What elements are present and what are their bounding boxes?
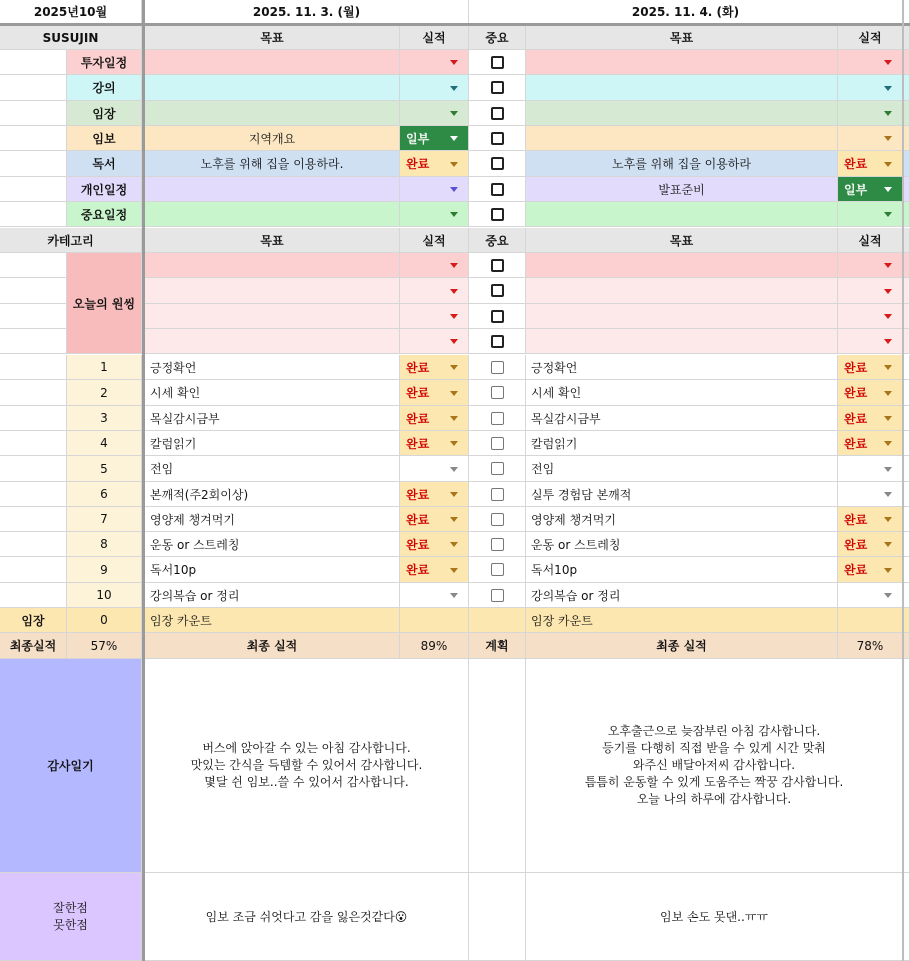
dropdown-arrow-icon[interactable] (884, 339, 892, 344)
col-header-important: 중요 (469, 228, 526, 253)
blank-cell (0, 101, 67, 126)
habit-goal[interactable]: 본깨적(주2회이상) (145, 482, 400, 507)
habit-goal[interactable]: 영양제 챙겨먹기 (145, 507, 400, 532)
dropdown-arrow-icon[interactable] (450, 391, 458, 396)
imjang-goal: 임장 카운트 (526, 608, 838, 633)
blank-cell (0, 278, 67, 304)
result-dropdown[interactable] (400, 253, 469, 278)
habit-goal[interactable]: 목실감시금부 (145, 406, 400, 431)
habit-number: 8 (67, 532, 142, 557)
result-dropdown[interactable] (838, 507, 903, 532)
diary-line: 틈틈히 운동할 수 있게 도움주는 짝꿍 감사합니다. (584, 775, 844, 789)
gratitude-day2[interactable] (526, 659, 903, 873)
result-dropdown[interactable] (400, 456, 469, 482)
status-done: 완료 (400, 431, 468, 455)
edge (903, 0, 910, 24)
dropdown-arrow-icon[interactable] (884, 289, 892, 294)
important-checkbox[interactable] (491, 335, 504, 348)
blank-cell (0, 482, 67, 507)
col-header-category: 카테고리 (0, 228, 142, 253)
result-dropdown[interactable] (838, 253, 903, 278)
important-checkbox-cell (469, 75, 526, 101)
habit-goal[interactable]: 운동 or 스트레칭 (145, 532, 400, 557)
important-checkbox-cell (469, 431, 526, 456)
dropdown-arrow-icon[interactable] (884, 86, 892, 91)
blank-cell (0, 177, 67, 202)
status-done: 완료 (400, 406, 468, 430)
status-done: 완료 (838, 557, 902, 582)
important-checkbox-cell (469, 126, 526, 151)
result-dropdown[interactable] (400, 329, 469, 354)
blank-cell (0, 253, 67, 278)
category-label: 임보 (67, 126, 142, 151)
status-done: 완료 (400, 532, 468, 556)
plan-goal-cell[interactable] (145, 75, 400, 101)
important-checkbox-cell (469, 253, 526, 278)
important-checkbox[interactable] (491, 563, 504, 576)
result-dropdown[interactable] (838, 583, 903, 608)
blank-cell (0, 151, 67, 177)
important-checkbox-cell (469, 50, 526, 75)
status-done: 완료 (838, 431, 902, 455)
onething-goal[interactable] (145, 278, 400, 304)
plan-goal-cell[interactable] (145, 50, 400, 75)
important-checkbox[interactable] (491, 284, 504, 297)
blank-cell (0, 380, 67, 406)
important-checkbox-cell (469, 329, 526, 354)
diary-line: 맛있는 간식을 득템할 수 있어서 감사합니다. (190, 758, 423, 772)
diary-line: 오후출근으로 늦잠부린 아침 감사합니다. (607, 724, 821, 738)
diary-line: 와주신 배달아저씨 감사합니다. (632, 758, 796, 772)
dropdown-arrow-icon[interactable] (884, 162, 892, 167)
dropdown-arrow-icon[interactable] (450, 416, 458, 421)
col-header-important: 중요 (469, 26, 526, 50)
important-checkbox[interactable] (491, 183, 504, 196)
day1-percent: 89% (400, 633, 469, 659)
important-checkbox-cell (469, 304, 526, 329)
onething-goal[interactable] (526, 304, 838, 329)
habit-number: 9 (67, 557, 142, 583)
habit-number: 4 (67, 431, 142, 456)
plan-goal-cell[interactable] (145, 202, 400, 227)
category-label: 독서 (67, 151, 142, 177)
dropdown-arrow-icon[interactable] (884, 391, 892, 396)
imjang-goal: 임장 카운트 (145, 608, 400, 633)
result-dropdown[interactable] (400, 583, 469, 608)
habit-goal[interactable]: 칼럼읽기 (145, 431, 400, 456)
status-done: 완료 (838, 406, 902, 430)
plan-label: 계획 (469, 633, 526, 659)
important-checkbox[interactable] (491, 462, 504, 475)
result-dropdown[interactable] (400, 380, 469, 406)
important-checkbox-cell (469, 355, 526, 380)
habit-goal[interactable]: 목실감시금부 (526, 406, 838, 431)
plan-goal-cell[interactable] (526, 126, 838, 151)
important-checkbox[interactable] (491, 157, 504, 170)
category-label: 투자일정 (67, 50, 142, 75)
result-dropdown[interactable] (400, 482, 469, 507)
dropdown-arrow-icon[interactable] (884, 212, 892, 217)
status-partial: 일부 (838, 177, 902, 201)
diary-line: 등기를 다행히 직접 받을 수 있게 시간 맞춰 (602, 741, 826, 755)
blank-cell (0, 507, 67, 532)
important-checkbox[interactable] (491, 310, 504, 323)
result-dropdown[interactable] (400, 202, 469, 227)
dropdown-arrow-icon[interactable] (450, 263, 458, 268)
day1-date: 2025. 11. 3. (월) (145, 0, 469, 24)
dropdown-arrow-icon[interactable] (450, 60, 458, 65)
day2-date: 2025. 11. 4. (화) (469, 0, 903, 24)
result-dropdown[interactable] (838, 75, 903, 101)
habit-goal[interactable]: 강의복습 or 정리 (526, 583, 838, 608)
plan-goal-cell[interactable]: 노후를 위해 집을 이용하라 (526, 151, 838, 177)
blank-cell (0, 50, 67, 75)
dropdown-arrow-icon[interactable] (450, 492, 458, 497)
review-label (0, 873, 142, 961)
dropdown-arrow-icon[interactable] (884, 263, 892, 268)
dropdown-arrow-icon[interactable] (450, 568, 458, 573)
col-header-goal: 목표 (145, 228, 400, 253)
result-dropdown[interactable] (400, 177, 469, 202)
onething-goal[interactable] (145, 329, 400, 354)
dropdown-arrow-icon[interactable] (884, 60, 892, 65)
habit-goal[interactable]: 긍정확언 (145, 355, 400, 380)
final-result-heading: 최종 실적 (526, 633, 838, 659)
dropdown-arrow-icon[interactable] (884, 492, 892, 497)
status-done: 완료 (838, 355, 902, 379)
status-done: 완료 (838, 532, 902, 556)
dropdown-arrow-icon[interactable] (450, 517, 458, 522)
dropdown-arrow-icon[interactable] (450, 289, 458, 294)
important-checkbox[interactable] (491, 208, 504, 221)
col-header-goal: 목표 (145, 26, 400, 50)
habit-number: 10 (67, 583, 142, 608)
important-checkbox-cell (469, 177, 526, 202)
habit-goal[interactable]: 긍정확언 (526, 355, 838, 380)
status-done: 완료 (400, 507, 468, 531)
diary-line: 몇달 쉰 임보..쓸 수 있어서 감사합니다. (204, 775, 409, 789)
habit-goal[interactable]: 운동 or 스트레칭 (526, 532, 838, 557)
status-done: 완료 (400, 380, 468, 405)
col-header-result: 실적 (838, 26, 903, 50)
result-dropdown[interactable] (838, 431, 903, 456)
diary-line: 버스에 앉아갈 수 있는 아침 감사합니다. (202, 741, 411, 755)
blank-cell (0, 583, 67, 608)
onething-goal[interactable] (145, 304, 400, 329)
dropdown-arrow-icon[interactable] (884, 441, 892, 446)
result-dropdown[interactable] (838, 406, 903, 431)
gratitude-label: 감사일기 (0, 659, 142, 873)
blank-cell (0, 456, 67, 482)
important-checkbox[interactable] (491, 437, 504, 450)
habit-number: 3 (67, 406, 142, 431)
category-label: 개인일정 (67, 177, 142, 202)
final-result-heading: 최종 실적 (145, 633, 400, 659)
important-checkbox-cell (469, 202, 526, 227)
important-checkbox[interactable] (491, 132, 504, 145)
result-dropdown[interactable] (400, 50, 469, 75)
important-checkbox[interactable] (491, 107, 504, 120)
result-dropdown[interactable] (400, 304, 469, 329)
dropdown-arrow-icon[interactable] (884, 365, 892, 370)
habit-goal[interactable]: 전임 (526, 456, 838, 482)
habit-goal[interactable]: 강의복습 or 정리 (145, 583, 400, 608)
important-checkbox[interactable] (491, 259, 504, 272)
important-checkbox-cell (469, 532, 526, 557)
dropdown-arrow-icon[interactable] (450, 593, 458, 598)
result-dropdown[interactable] (400, 406, 469, 431)
status-partial: 일부 (400, 126, 468, 150)
dropdown-arrow-icon[interactable] (450, 365, 458, 370)
blank-cell (0, 75, 67, 101)
divider (902, 0, 904, 961)
dropdown-arrow-icon[interactable] (450, 111, 458, 116)
result-dropdown[interactable] (400, 532, 469, 557)
blank-cell (0, 126, 67, 151)
final-result-total: 57% (67, 633, 142, 659)
habit-number: 1 (67, 355, 142, 380)
result-dropdown[interactable] (838, 355, 903, 380)
final-result-label: 최종실적 (0, 633, 67, 659)
result-dropdown[interactable] (838, 456, 903, 482)
dropdown-arrow-icon[interactable] (884, 187, 892, 192)
plan-goal-cell[interactable]: 노후를 위해 집을 이용하라. (145, 151, 400, 177)
dropdown-arrow-icon[interactable] (884, 314, 892, 319)
category-label: 임장 (67, 101, 142, 126)
dropdown-arrow-icon[interactable] (450, 212, 458, 217)
col-header-goal: 목표 (526, 26, 838, 50)
blank-cell (0, 304, 67, 329)
habit-number: 6 (67, 482, 142, 507)
dropdown-arrow-icon[interactable] (450, 542, 458, 547)
col-header-goal: 목표 (526, 228, 838, 253)
result-dropdown[interactable] (838, 380, 903, 406)
important-checkbox-cell (469, 482, 526, 507)
important-checkbox[interactable] (491, 538, 504, 551)
onething-goal[interactable] (526, 253, 838, 278)
onething-goal[interactable] (145, 253, 400, 278)
blank-cell (0, 329, 67, 354)
habit-number: 2 (67, 380, 142, 406)
status-done: 완료 (400, 482, 468, 506)
status-done: 완료 (400, 557, 468, 582)
result-dropdown[interactable] (838, 202, 903, 227)
important-checkbox-cell (469, 380, 526, 406)
result-dropdown[interactable] (400, 431, 469, 456)
dropdown-arrow-icon[interactable] (884, 517, 892, 522)
plan-goal-cell[interactable] (145, 177, 400, 202)
result-dropdown[interactable] (838, 532, 903, 557)
result-dropdown[interactable] (400, 126, 469, 151)
result-dropdown[interactable] (838, 50, 903, 75)
col-header-result: 실적 (838, 228, 903, 253)
important-checkbox-cell (469, 151, 526, 177)
plan-goal-cell[interactable]: 발표준비 (526, 177, 838, 202)
important-checkbox[interactable] (491, 386, 504, 399)
blank-cell (0, 355, 67, 380)
dropdown-arrow-icon[interactable] (884, 416, 892, 421)
important-checkbox[interactable] (491, 513, 504, 526)
user-name: SUSUJIN (0, 26, 142, 50)
habit-goal[interactable]: 시세 확인 (526, 380, 838, 406)
dropdown-arrow-icon[interactable] (884, 136, 892, 141)
imjang-label: 임장 (0, 608, 67, 633)
result-dropdown[interactable] (838, 557, 903, 583)
dropdown-arrow-icon[interactable] (450, 187, 458, 192)
habit-goal[interactable]: 전임 (145, 456, 400, 482)
status-done: 완료 (838, 380, 902, 405)
col-header-result: 실적 (400, 26, 469, 50)
blank-cell (0, 431, 67, 456)
status-done: 완료 (400, 355, 468, 379)
dropdown-arrow-icon[interactable] (450, 136, 458, 141)
review-day2[interactable]: 임보 손도 못댄..ㅠㅠ (526, 873, 903, 961)
status-done: 완료 (838, 151, 902, 176)
result-dropdown[interactable] (400, 507, 469, 532)
dropdown-arrow-icon[interactable] (884, 568, 892, 573)
dropdown-arrow-icon[interactable] (884, 467, 892, 472)
important-checkbox-cell (469, 278, 526, 304)
result-dropdown[interactable] (400, 151, 469, 177)
important-checkbox[interactable] (491, 56, 504, 69)
important-checkbox-cell (469, 583, 526, 608)
review-label-line: 잘한점 (53, 900, 88, 915)
category-label: 중요일정 (67, 202, 142, 227)
plan-goal-cell[interactable] (145, 101, 400, 126)
blank-cell (0, 557, 67, 583)
important-checkbox[interactable] (491, 361, 504, 374)
review-day1[interactable]: 임보 조금 쉬엇다고 감을 잃은것같다😮 (145, 873, 469, 961)
result-dropdown[interactable] (838, 482, 903, 507)
habit-goal[interactable]: 실투 경험담 본깨적 (526, 482, 838, 507)
habit-goal[interactable]: 독서10p (145, 557, 400, 583)
important-checkbox-cell (469, 101, 526, 126)
result-dropdown[interactable] (400, 355, 469, 380)
blank-cell (0, 406, 67, 431)
habit-goal[interactable]: 칼럼읽기 (526, 431, 838, 456)
dropdown-arrow-icon[interactable] (450, 314, 458, 319)
habit-goal[interactable]: 영양제 챙겨먹기 (526, 507, 838, 532)
important-checkbox-cell (469, 557, 526, 583)
blank-cell (0, 202, 67, 227)
dropdown-arrow-icon[interactable] (450, 339, 458, 344)
day2-percent: 78% (838, 633, 903, 659)
result-dropdown[interactable] (838, 151, 903, 177)
plan-goal-cell[interactable] (526, 202, 838, 227)
category-label: 강의 (67, 75, 142, 101)
plan-goal-cell[interactable] (526, 75, 838, 101)
result-dropdown[interactable] (838, 304, 903, 329)
habit-number: 7 (67, 507, 142, 532)
result-dropdown[interactable] (838, 126, 903, 151)
diary-line: 오늘 나의 하루에 감사합니다. (636, 792, 792, 806)
month-label: 2025년10월 (0, 0, 142, 24)
result-dropdown[interactable] (400, 557, 469, 583)
habit-goal[interactable]: 독서10p (526, 557, 838, 583)
col-header-result: 실적 (400, 228, 469, 253)
dropdown-arrow-icon[interactable] (884, 542, 892, 547)
important-checkbox-cell (469, 456, 526, 482)
habit-number: 5 (67, 456, 142, 482)
gratitude-day1[interactable] (145, 659, 469, 873)
result-dropdown[interactable] (838, 177, 903, 202)
result-dropdown[interactable] (400, 278, 469, 304)
dropdown-arrow-icon[interactable] (450, 86, 458, 91)
important-checkbox-cell (469, 406, 526, 431)
plan-goal-cell[interactable]: 지역개요 (145, 126, 400, 151)
dropdown-arrow-icon[interactable] (884, 593, 892, 598)
dropdown-arrow-icon[interactable] (450, 441, 458, 446)
result-dropdown[interactable] (400, 101, 469, 126)
onething-goal[interactable] (526, 278, 838, 304)
plan-goal-cell[interactable] (526, 50, 838, 75)
status-done: 완료 (838, 507, 902, 531)
blank-cell (0, 532, 67, 557)
status-done: 완료 (400, 151, 468, 176)
result-dropdown[interactable] (838, 278, 903, 304)
onething-goal[interactable] (526, 329, 838, 354)
important-checkbox[interactable] (491, 81, 504, 94)
dropdown-arrow-icon[interactable] (884, 111, 892, 116)
result-dropdown[interactable] (838, 329, 903, 354)
dropdown-arrow-icon[interactable] (450, 162, 458, 167)
habit-goal[interactable]: 시세 확인 (145, 380, 400, 406)
result-dropdown[interactable] (838, 101, 903, 126)
important-checkbox[interactable] (491, 589, 504, 602)
important-checkbox-cell (469, 507, 526, 532)
important-checkbox[interactable] (491, 488, 504, 501)
result-dropdown[interactable] (400, 75, 469, 101)
divider (142, 0, 145, 961)
onething-label: 오늘의 원씽 (67, 253, 142, 354)
dropdown-arrow-icon[interactable] (450, 467, 458, 472)
important-checkbox[interactable] (491, 412, 504, 425)
plan-goal-cell[interactable] (526, 101, 838, 126)
imjang-count: 0 (67, 608, 142, 633)
review-label-line: 못한점 (53, 917, 88, 932)
